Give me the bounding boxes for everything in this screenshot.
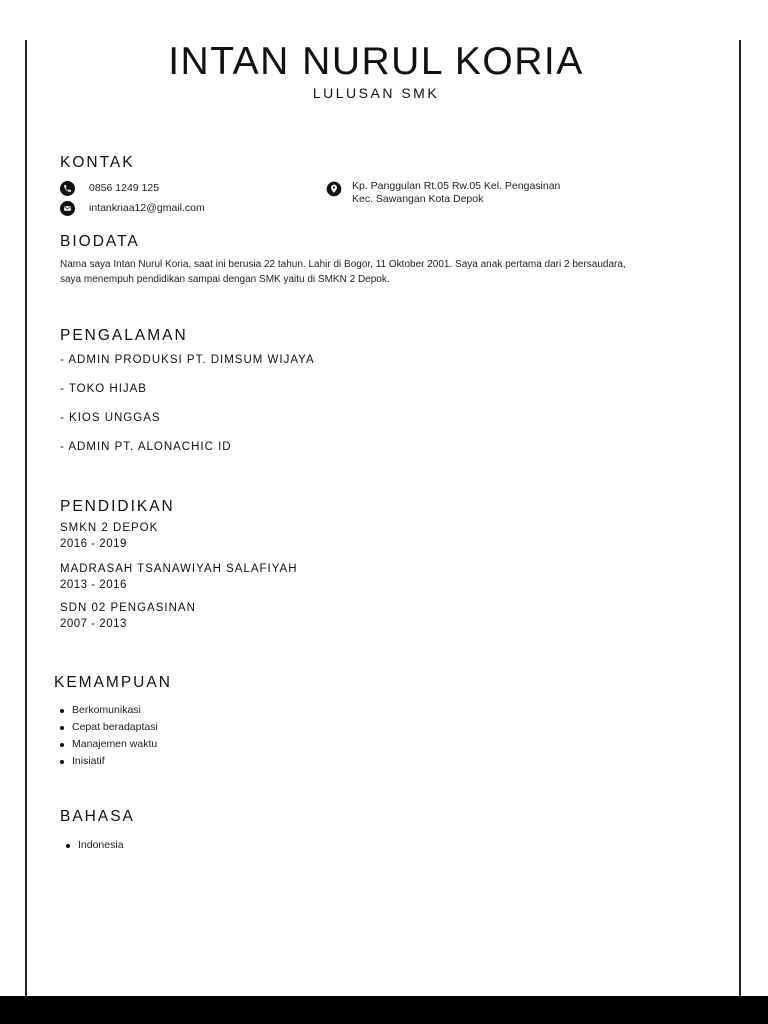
biodata-paragraph [60,257,720,287]
contact-address [326,181,560,205]
biodata-line-2: saya menempuh pendidikan sampai dengan SMK yaitu di SMKN 2 Depok. [60,274,390,285]
skill-item: Inisiatif [60,753,158,770]
experience-item: - KIOS UNGGAS [60,412,161,424]
experience-item: - ADMIN PT. ALONACHIC ID [60,441,232,453]
pendidikan-heading: PENDIDIKAN [60,498,175,515]
pengalaman-heading: PENGALAMAN [60,327,188,344]
experience-item: - ADMIN PRODUKSI PT. DIMSUM WIJAYA [60,354,315,366]
education-school: SMKN 2 DEPOK [60,522,159,534]
bottom-bar [0,996,768,1024]
kontak-heading: KONTAK [60,154,135,171]
biodata-heading: BIODATA [60,233,140,250]
resume-subtitle: LULUSAN SMK [312,85,440,101]
address-line-2: Kec. Sawangan Kota Depok [352,192,484,205]
education-years: 2016 - 2019 [60,538,127,550]
language-list [66,837,124,854]
kemampuan-heading: KEMAMPUAN [54,674,172,691]
skills-list [60,702,158,770]
biodata-line-1: Nama saya Intan Nurul Koria, saat ini berusia 22 tahun. Lahir di Bogor, 11 Oktober 2001. Saya anak pertama dari 2 bersaudara, [60,259,626,270]
address-line-1: Kp. Panggulan Rt.05 Rw.05 Kel. Pengasinan [352,180,561,192]
contact-email [60,201,205,216]
phone-number: 0856 1249 125 [89,182,160,194]
left-border-line [25,40,27,996]
education-years: 2013 - 2016 [60,579,127,591]
right-border-line [739,40,741,996]
bahasa-heading: BAHASA [60,808,135,825]
location-pin-icon [326,181,342,197]
skill-item: Cepat beradaptasi [60,719,158,736]
email-icon [60,201,75,216]
contact-phone [60,181,159,196]
language-item: Indonesia [66,837,124,854]
education-years: 2007 - 2013 [60,618,127,630]
experience-item: - TOKO HIJAB [60,383,147,395]
phone-icon [60,181,75,196]
education-school: MADRASAH TSANAWIYAH SALAFIYAH [60,563,298,575]
skill-item: Manajemen waktu [60,736,158,753]
email-address: intankriaa12@gmail.com [89,202,205,214]
skill-item: Berkomunikasi [60,702,158,719]
resume-name: INTAN NURUL KORIA [168,40,584,83]
education-school: SDN 02 PENGASINAN [60,602,196,614]
